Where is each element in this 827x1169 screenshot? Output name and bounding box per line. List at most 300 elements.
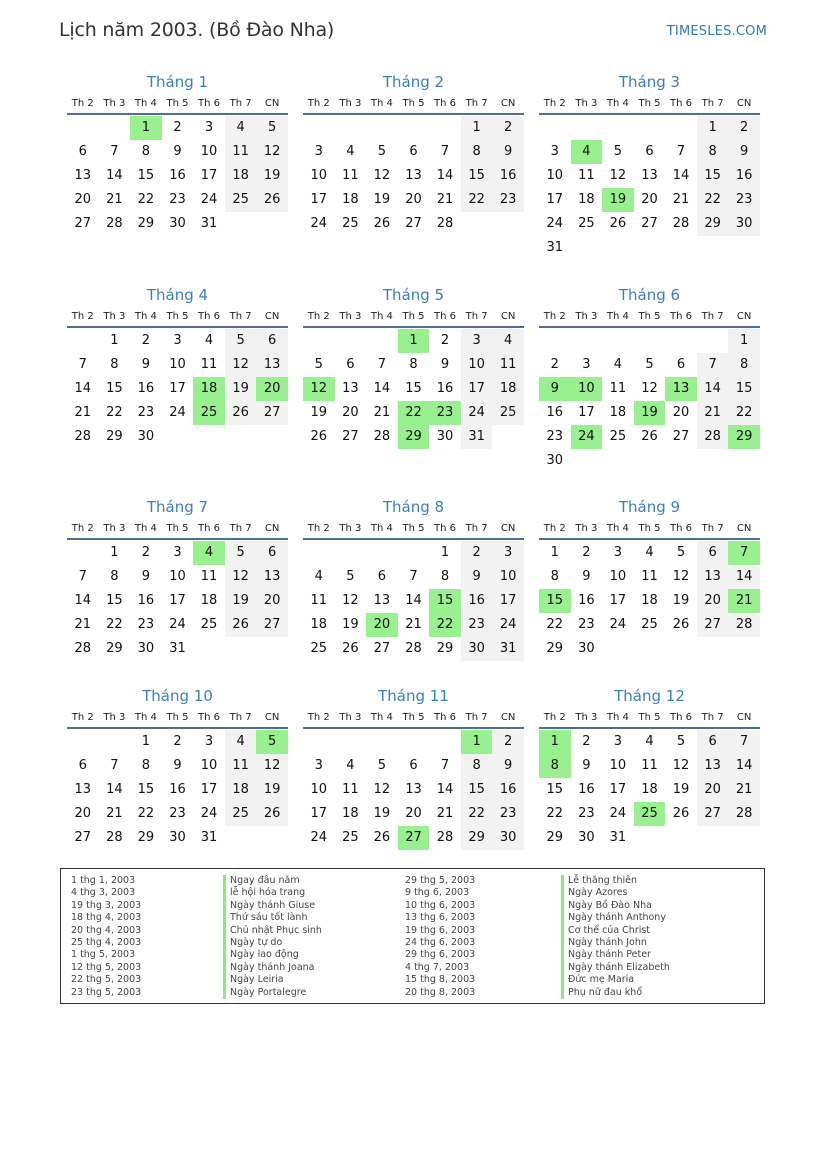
day-cell[interactable]: 18 (342, 806, 359, 821)
day-cell[interactable]: 8 (110, 357, 119, 372)
day-cell[interactable]: 15 (697, 164, 729, 188)
day-cell[interactable]: 21 (106, 806, 123, 821)
day-cell[interactable]: 23 (578, 806, 595, 821)
day-cell[interactable]: 23 (137, 617, 155, 632)
day-cell[interactable]: 6 (377, 569, 387, 584)
day-cell[interactable]: 13 (697, 754, 729, 778)
day-cell[interactable]: 1 (697, 116, 729, 140)
holiday-day-cell[interactable]: 7 (728, 541, 760, 565)
day-cell[interactable]: 13 (405, 782, 422, 797)
holiday-day-cell[interactable]: 13 (665, 377, 697, 401)
day-cell[interactable]: 2 (550, 357, 559, 372)
day-cell[interactable]: 26 (373, 216, 391, 231)
holiday-day-cell[interactable]: 29 (398, 425, 430, 449)
day-cell[interactable]: 20 (641, 192, 658, 207)
day-cell[interactable]: 14 (436, 168, 454, 183)
day-cell[interactable]: 21 (405, 617, 422, 632)
day-cell[interactable]: 19 (373, 806, 391, 821)
day-cell[interactable]: 24 (310, 216, 328, 231)
day-cell[interactable]: 7 (110, 144, 119, 159)
day-cell[interactable]: 23 (169, 192, 186, 207)
day-cell[interactable]: 19 (256, 164, 288, 188)
day-cell[interactable]: 22 (106, 617, 123, 632)
day-cell[interactable]: 21 (436, 192, 454, 207)
day-cell[interactable]: 29 (106, 641, 123, 656)
day-cell[interactable]: 11 (342, 168, 359, 183)
holiday-day-cell[interactable]: 22 (429, 613, 461, 637)
day-cell[interactable]: 27 (697, 802, 729, 826)
day-cell[interactable]: 12 (256, 140, 288, 164)
day-cell[interactable]: 25 (342, 216, 359, 231)
day-cell[interactable]: 4 (204, 333, 214, 348)
day-cell[interactable]: 25 (578, 216, 595, 231)
day-cell[interactable]: 21 (436, 806, 454, 821)
day-cell[interactable]: 17 (492, 589, 524, 613)
day-cell[interactable]: 12 (672, 758, 690, 773)
day-cell[interactable]: 11 (492, 353, 524, 377)
day-cell[interactable]: 9 (173, 758, 182, 773)
day-cell[interactable]: 14 (697, 377, 729, 401)
day-cell[interactable]: 23 (137, 405, 155, 420)
holiday-day-cell[interactable]: 21 (728, 589, 760, 613)
day-cell[interactable]: 8 (697, 140, 729, 164)
day-cell[interactable]: 2 (582, 734, 591, 749)
day-cell[interactable]: 1 (550, 545, 559, 560)
day-cell[interactable]: 8 (461, 140, 493, 164)
day-cell[interactable]: 5 (676, 734, 686, 749)
day-cell[interactable]: 28 (697, 425, 729, 449)
day-cell[interactable]: 22 (546, 617, 564, 632)
day-cell[interactable]: 18 (310, 617, 328, 632)
day-cell[interactable]: 3 (314, 144, 323, 159)
day-cell[interactable]: 2 (173, 120, 182, 135)
day-cell[interactable]: 15 (728, 377, 760, 401)
day-cell[interactable]: 15 (106, 381, 123, 396)
day-cell[interactable]: 26 (641, 429, 658, 444)
day-cell[interactable]: 29 (436, 641, 454, 656)
day-cell[interactable]: 20 (697, 589, 729, 613)
day-cell[interactable]: 26 (256, 802, 288, 826)
day-cell[interactable]: 25 (225, 802, 257, 826)
day-cell[interactable]: 18 (342, 192, 359, 207)
day-cell[interactable]: 14 (436, 782, 454, 797)
day-cell[interactable]: 24 (546, 216, 564, 231)
holiday-day-cell[interactable]: 12 (303, 377, 335, 401)
day-cell[interactable]: 23 (492, 188, 524, 212)
day-cell[interactable]: 8 (110, 569, 119, 584)
holiday-day-cell[interactable]: 22 (398, 401, 430, 425)
day-cell[interactable]: 2 (728, 116, 760, 140)
day-cell[interactable]: 28 (405, 641, 422, 656)
day-cell[interactable]: 14 (106, 168, 123, 183)
day-cell[interactable]: 26 (256, 188, 288, 212)
day-cell[interactable]: 13 (256, 565, 288, 589)
day-cell[interactable]: 10 (169, 357, 186, 372)
day-cell[interactable]: 3 (461, 329, 493, 353)
day-cell[interactable]: 24 (461, 401, 493, 425)
day-cell[interactable]: 28 (74, 429, 92, 444)
day-cell[interactable]: 2 (492, 730, 524, 754)
day-cell[interactable]: 5 (676, 545, 686, 560)
day-cell[interactable]: 12 (342, 593, 359, 608)
day-cell[interactable]: 7 (78, 569, 87, 584)
day-cell[interactable]: 7 (110, 758, 119, 773)
day-cell[interactable]: 27 (672, 429, 690, 444)
day-cell[interactable]: 23 (461, 613, 493, 637)
day-cell[interactable]: 2 (492, 116, 524, 140)
day-cell[interactable]: 20 (256, 589, 288, 613)
day-cell[interactable]: 31 (200, 830, 218, 845)
day-cell[interactable]: 18 (578, 192, 595, 207)
day-cell[interactable]: 9 (492, 140, 524, 164)
day-cell[interactable]: 29 (546, 830, 564, 845)
day-cell[interactable]: 28 (728, 613, 760, 637)
day-cell[interactable]: 28 (728, 802, 760, 826)
day-cell[interactable]: 1 (728, 329, 760, 353)
day-cell[interactable]: 9 (440, 357, 450, 372)
day-cell[interactable]: 31 (546, 240, 564, 255)
day-cell[interactable]: 12 (256, 754, 288, 778)
day-cell[interactable]: 13 (74, 168, 92, 183)
holiday-day-cell[interactable]: 9 (539, 377, 571, 401)
day-cell[interactable]: 15 (405, 381, 422, 396)
day-cell[interactable]: 29 (546, 641, 564, 656)
day-cell[interactable]: 17 (609, 593, 627, 608)
day-cell[interactable]: 19 (672, 782, 690, 797)
day-cell[interactable]: 11 (342, 782, 359, 797)
day-cell[interactable]: 13 (74, 782, 92, 797)
day-cell[interactable]: 28 (436, 216, 454, 231)
day-cell[interactable]: 27 (405, 216, 422, 231)
day-cell[interactable]: 26 (225, 613, 257, 637)
day-cell[interactable]: 16 (169, 168, 186, 183)
day-cell[interactable]: 5 (346, 569, 355, 584)
day-cell[interactable]: 21 (373, 405, 391, 420)
day-cell[interactable]: 15 (546, 782, 564, 797)
day-cell[interactable]: 30 (137, 641, 155, 656)
day-cell[interactable]: 22 (137, 806, 155, 821)
day-cell[interactable]: 25 (225, 188, 257, 212)
day-cell[interactable]: 11 (609, 381, 627, 396)
day-cell[interactable]: 11 (225, 754, 257, 778)
day-cell[interactable]: 7 (377, 357, 387, 372)
day-cell[interactable]: 24 (492, 613, 524, 637)
day-cell[interactable]: 17 (578, 405, 595, 420)
day-cell[interactable]: 11 (310, 593, 328, 608)
day-cell[interactable]: 12 (225, 565, 257, 589)
day-cell[interactable]: 10 (609, 758, 627, 773)
day-cell[interactable]: 13 (641, 168, 658, 183)
day-cell[interactable]: 12 (373, 168, 391, 183)
day-cell[interactable]: 4 (314, 569, 323, 584)
day-cell[interactable]: 6 (346, 357, 355, 372)
day-cell[interactable]: 7 (78, 357, 87, 372)
day-cell[interactable]: 21 (697, 401, 729, 425)
day-cell[interactable]: 12 (609, 168, 627, 183)
day-cell[interactable]: 16 (546, 405, 564, 420)
day-cell[interactable]: 4 (613, 357, 623, 372)
day-cell[interactable]: 31 (609, 830, 627, 845)
day-cell[interactable]: 21 (74, 405, 92, 420)
day-cell[interactable]: 5 (225, 541, 257, 565)
day-cell[interactable]: 3 (582, 357, 591, 372)
day-cell[interactable]: 4 (225, 116, 257, 140)
holiday-day-cell[interactable]: 24 (571, 425, 603, 449)
day-cell[interactable]: 3 (314, 758, 323, 773)
day-cell[interactable]: 23 (578, 617, 595, 632)
day-cell[interactable]: 3 (173, 545, 182, 560)
day-cell[interactable]: 6 (409, 144, 418, 159)
day-cell[interactable]: 22 (697, 188, 729, 212)
day-cell[interactable]: 7 (440, 144, 450, 159)
day-cell[interactable]: 24 (310, 830, 328, 845)
day-cell[interactable]: 6 (78, 144, 87, 159)
day-cell[interactable]: 22 (106, 405, 123, 420)
day-cell[interactable]: 26 (310, 429, 328, 444)
day-cell[interactable]: 21 (728, 778, 760, 802)
day-cell[interactable]: 6 (697, 730, 729, 754)
day-cell[interactable]: 30 (169, 216, 186, 231)
day-cell[interactable]: 15 (461, 778, 493, 802)
day-cell[interactable]: 11 (200, 357, 218, 372)
day-cell[interactable]: 9 (141, 357, 151, 372)
holiday-day-cell[interactable]: 15 (539, 589, 571, 613)
day-cell[interactable]: 27 (256, 401, 288, 425)
day-cell[interactable]: 14 (728, 754, 760, 778)
day-cell[interactable]: 8 (141, 144, 151, 159)
day-cell[interactable]: 28 (106, 216, 123, 231)
day-cell[interactable]: 20 (405, 806, 422, 821)
day-cell[interactable]: 26 (342, 641, 359, 656)
day-cell[interactable]: 23 (546, 429, 564, 444)
day-cell[interactable]: 8 (409, 357, 418, 372)
day-cell[interactable]: 16 (436, 381, 454, 396)
day-cell[interactable]: 28 (106, 830, 123, 845)
day-cell[interactable]: 9 (141, 569, 151, 584)
holiday-day-cell[interactable]: 1 (539, 730, 571, 754)
day-cell[interactable]: 8 (728, 353, 760, 377)
day-cell[interactable]: 16 (461, 589, 493, 613)
day-cell[interactable]: 23 (492, 802, 524, 826)
day-cell[interactable]: 14 (405, 593, 422, 608)
day-cell[interactable]: 7 (440, 758, 450, 773)
day-cell[interactable]: 26 (373, 830, 391, 845)
day-cell[interactable]: 20 (672, 405, 690, 420)
holiday-day-cell[interactable]: 23 (429, 401, 461, 425)
day-cell[interactable]: 10 (200, 144, 218, 159)
day-cell[interactable]: 5 (256, 116, 288, 140)
day-cell[interactable]: 4 (225, 730, 257, 754)
day-cell[interactable]: 27 (697, 613, 729, 637)
day-cell[interactable]: 19 (342, 617, 359, 632)
day-cell[interactable]: 2 (141, 545, 151, 560)
day-cell[interactable]: 17 (169, 381, 186, 396)
day-cell[interactable]: 16 (578, 782, 595, 797)
day-cell[interactable]: 26 (672, 806, 690, 821)
day-cell[interactable]: 3 (613, 734, 623, 749)
day-cell[interactable]: 20 (74, 192, 92, 207)
day-cell[interactable]: 24 (609, 617, 627, 632)
day-cell[interactable]: 22 (137, 192, 155, 207)
holiday-day-cell[interactable]: 8 (539, 754, 571, 778)
day-cell[interactable]: 19 (225, 377, 257, 401)
day-cell[interactable]: 2 (173, 734, 182, 749)
day-cell[interactable]: 5 (377, 144, 387, 159)
day-cell[interactable]: 6 (697, 541, 729, 565)
day-cell[interactable]: 9 (582, 569, 591, 584)
holiday-day-cell[interactable]: 4 (571, 140, 603, 164)
holiday-day-cell[interactable]: 1 (398, 329, 430, 353)
day-cell[interactable]: 21 (74, 617, 92, 632)
day-cell[interactable]: 8 (461, 754, 493, 778)
day-cell[interactable]: 9 (582, 758, 591, 773)
holiday-day-cell[interactable]: 1 (461, 730, 493, 754)
day-cell[interactable]: 16 (137, 593, 155, 608)
day-cell[interactable]: 14 (373, 381, 391, 396)
day-cell[interactable]: 21 (672, 192, 690, 207)
day-cell[interactable]: 26 (225, 401, 257, 425)
day-cell[interactable]: 19 (373, 192, 391, 207)
day-cell[interactable]: 18 (225, 164, 257, 188)
day-cell[interactable]: 30 (169, 830, 186, 845)
day-cell[interactable]: 14 (74, 381, 92, 396)
day-cell[interactable]: 10 (169, 569, 186, 584)
day-cell[interactable]: 3 (492, 541, 524, 565)
day-cell[interactable]: 13 (697, 565, 729, 589)
day-cell[interactable]: 17 (200, 168, 218, 183)
day-cell[interactable]: 28 (436, 830, 454, 845)
day-cell[interactable]: 11 (578, 168, 595, 183)
day-cell[interactable]: 22 (461, 188, 493, 212)
holiday-day-cell[interactable]: 19 (634, 401, 666, 425)
day-cell[interactable]: 3 (204, 734, 214, 749)
day-cell[interactable]: 10 (461, 353, 493, 377)
day-cell[interactable]: 27 (74, 830, 92, 845)
day-cell[interactable]: 7 (697, 353, 729, 377)
day-cell[interactable]: 27 (74, 216, 92, 231)
day-cell[interactable]: 19 (256, 778, 288, 802)
day-cell[interactable]: 10 (310, 168, 328, 183)
holiday-day-cell[interactable]: 5 (256, 730, 288, 754)
day-cell[interactable]: 9 (728, 140, 760, 164)
day-cell[interactable]: 17 (169, 593, 186, 608)
day-cell[interactable]: 22 (728, 401, 760, 425)
holiday-day-cell[interactable]: 4 (193, 541, 225, 565)
day-cell[interactable]: 30 (728, 212, 760, 236)
brand-link[interactable]: TIMESLES.COM (666, 24, 767, 39)
holiday-day-cell[interactable]: 20 (366, 613, 398, 637)
day-cell[interactable]: 31 (461, 425, 493, 449)
day-cell[interactable]: 14 (74, 593, 92, 608)
day-cell[interactable]: 24 (200, 192, 218, 207)
day-cell[interactable]: 5 (225, 329, 257, 353)
day-cell[interactable]: 27 (641, 216, 658, 231)
day-cell[interactable]: 12 (373, 782, 391, 797)
day-cell[interactable]: 17 (310, 806, 328, 821)
day-cell[interactable]: 4 (645, 734, 654, 749)
day-cell[interactable]: 18 (641, 593, 658, 608)
day-cell[interactable]: 12 (641, 381, 658, 396)
day-cell[interactable]: 1 (461, 116, 493, 140)
day-cell[interactable]: 25 (609, 429, 627, 444)
day-cell[interactable]: 6 (256, 541, 288, 565)
day-cell[interactable]: 11 (641, 758, 658, 773)
day-cell[interactable]: 27 (256, 613, 288, 637)
day-cell[interactable]: 3 (204, 120, 214, 135)
day-cell[interactable]: 19 (672, 593, 690, 608)
day-cell[interactable]: 20 (342, 405, 359, 420)
day-cell[interactable]: 13 (342, 381, 359, 396)
day-cell[interactable]: 26 (609, 216, 627, 231)
day-cell[interactable]: 3 (173, 333, 182, 348)
day-cell[interactable]: 11 (225, 140, 257, 164)
day-cell[interactable]: 1 (440, 545, 450, 560)
day-cell[interactable]: 30 (436, 429, 454, 444)
day-cell[interactable]: 16 (137, 381, 155, 396)
day-cell[interactable]: 24 (169, 617, 186, 632)
day-cell[interactable]: 5 (645, 357, 654, 372)
holiday-day-cell[interactable]: 15 (429, 589, 461, 613)
day-cell[interactable]: 30 (546, 453, 564, 468)
day-cell[interactable]: 29 (461, 826, 493, 850)
day-cell[interactable]: 4 (645, 545, 654, 560)
day-cell[interactable]: 9 (461, 565, 493, 589)
day-cell[interactable]: 5 (613, 144, 623, 159)
holiday-day-cell[interactable]: 10 (571, 377, 603, 401)
day-cell[interactable]: 10 (200, 758, 218, 773)
day-cell[interactable]: 27 (342, 429, 359, 444)
day-cell[interactable]: 2 (582, 545, 591, 560)
day-cell[interactable]: 21 (106, 192, 123, 207)
day-cell[interactable]: 29 (137, 830, 155, 845)
day-cell[interactable]: 29 (106, 429, 123, 444)
holiday-day-cell[interactable]: 18 (193, 377, 225, 401)
day-cell[interactable]: 16 (169, 782, 186, 797)
day-cell[interactable]: 6 (256, 329, 288, 353)
day-cell[interactable]: 2 (461, 541, 493, 565)
day-cell[interactable]: 27 (373, 641, 391, 656)
day-cell[interactable]: 30 (137, 429, 155, 444)
day-cell[interactable]: 20 (405, 192, 422, 207)
day-cell[interactable]: 13 (256, 353, 288, 377)
day-cell[interactable]: 6 (676, 357, 686, 372)
day-cell[interactable]: 10 (609, 569, 627, 584)
day-cell[interactable]: 29 (137, 216, 155, 231)
day-cell[interactable]: 17 (546, 192, 564, 207)
day-cell[interactable]: 30 (578, 641, 595, 656)
day-cell[interactable]: 25 (200, 617, 218, 632)
day-cell[interactable]: 18 (641, 782, 658, 797)
day-cell[interactable]: 24 (609, 806, 627, 821)
day-cell[interactable]: 6 (645, 144, 654, 159)
day-cell[interactable]: 17 (310, 192, 328, 207)
day-cell[interactable]: 29 (697, 212, 729, 236)
day-cell[interactable]: 3 (613, 545, 623, 560)
day-cell[interactable]: 30 (461, 637, 493, 661)
day-cell[interactable]: 5 (377, 758, 387, 773)
day-cell[interactable]: 18 (492, 377, 524, 401)
day-cell[interactable]: 8 (550, 569, 559, 584)
day-cell[interactable]: 24 (169, 405, 186, 420)
day-cell[interactable]: 9 (173, 144, 182, 159)
day-cell[interactable]: 7 (409, 569, 418, 584)
day-cell[interactable]: 14 (106, 782, 123, 797)
day-cell[interactable]: 22 (546, 806, 564, 821)
day-cell[interactable]: 17 (200, 782, 218, 797)
day-cell[interactable]: 15 (137, 168, 155, 183)
day-cell[interactable]: 25 (310, 641, 328, 656)
holiday-day-cell[interactable]: 27 (398, 826, 430, 850)
